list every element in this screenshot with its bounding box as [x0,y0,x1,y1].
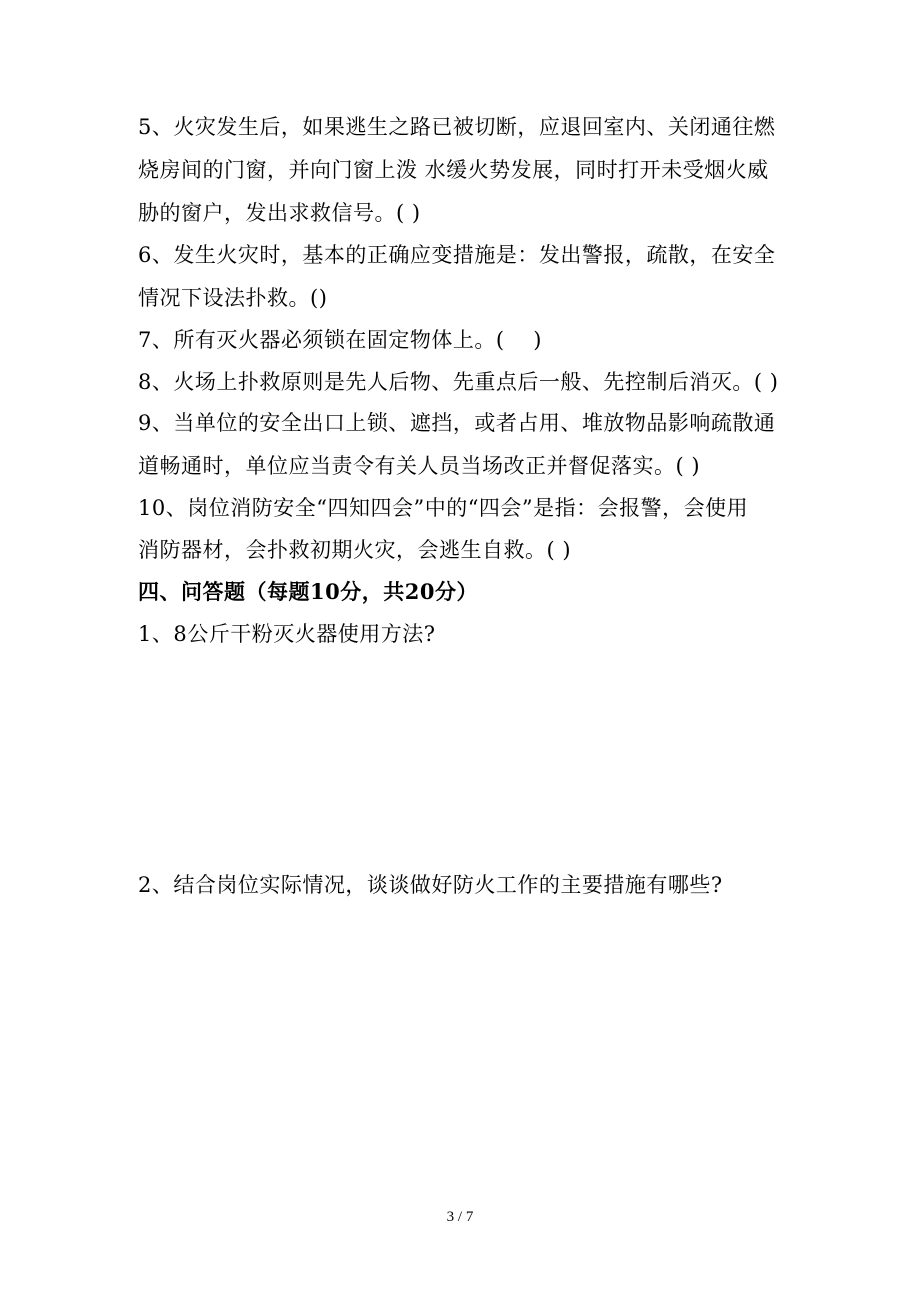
tf-item-9-line-2: 道畅通时，单位应当责令有关人员当场改正并督促落实。( ) [138,454,701,478]
tf-item-6-line-1: 6、发生火灾时，基本的正确应变措施是：发出警报，疏散，在安全 [138,243,776,267]
tf-item-5-line-1: 5、火灾发生后，如果逃生之路已被切断，应退回室内、关闭通往燃 [138,115,776,139]
question-2: 2、结合岗位实际情况，谈谈做好防火工作的主要措施有哪些? [138,873,723,897]
tf-item-8-line-1: 8、火场上扑救原则是先人后物、先重点后一般、先控制后消灭。( ) [138,370,779,394]
tf-item-10-line-1: 10、岗位消防安全“四知四会”中的“四会”是指：会报警，会使用 [138,496,749,520]
tf-item-5-line-2: 烧房间的门窗，并向门窗上泼 水缓火势发展，同时打开未受烟火威 [138,158,769,182]
section-4-heading: 四、问答题（每题10分，共20分） [138,579,478,604]
tf-item-10-line-2: 消防器材，会扑救初期火灾，会逃生自救。( ) [138,538,572,562]
page-number: 3 / 7 [446,1209,474,1225]
tf-item-6-line-2: 情况下设法扑救。() [138,286,328,310]
tf-item-9-line-1: 9、当单位的安全出口上锁、遮挡，或者占用、堆放物品影响疏散通 [138,411,776,435]
tf-item-7-line-1: 7、所有灭火器必须锁在固定物体上。( ) [138,328,542,352]
tf-item-5-line-3: 胁的窗户，发出求救信号。( ) [138,201,421,225]
question-1: 1、8公斤干粉灭火器使用方法? [138,622,436,646]
